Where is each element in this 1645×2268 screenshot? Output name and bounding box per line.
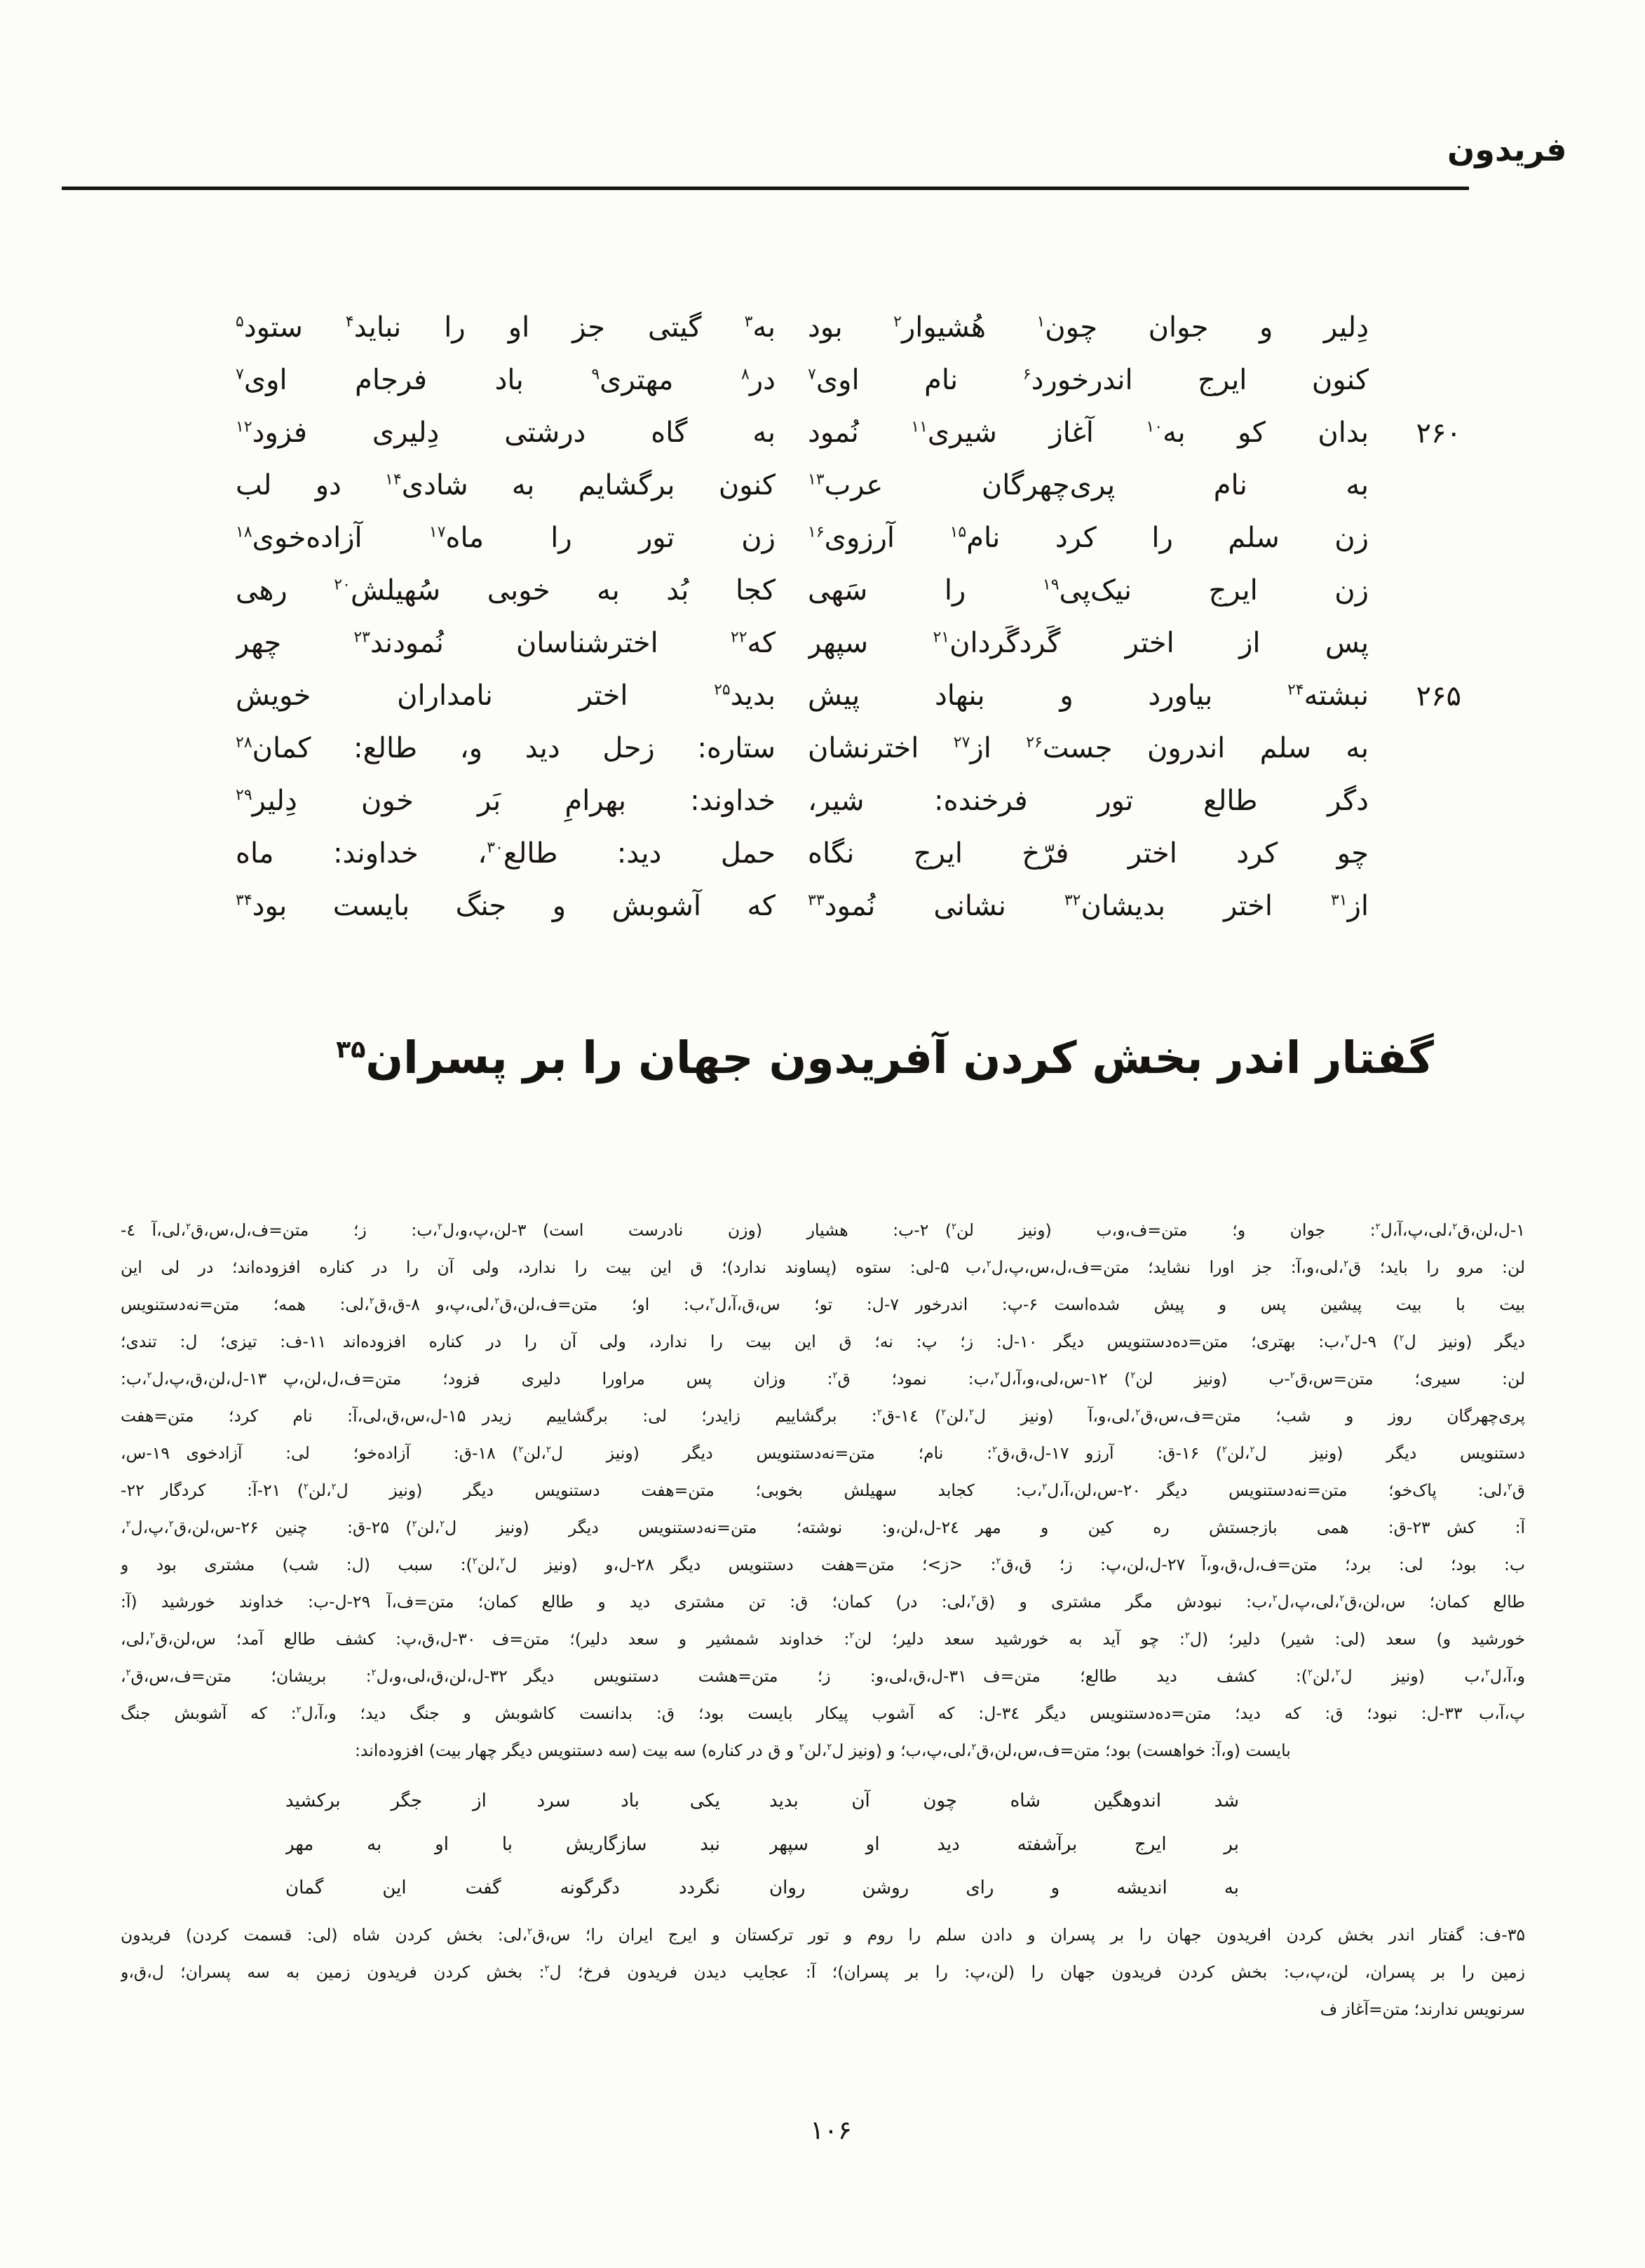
header-rule (62, 187, 1469, 190)
hemistich-right: چو کرد اختر فرّخ ایرج نگاه (808, 837, 1369, 870)
hemistich-left: کنون برگشایم به شادی$^{۱۴}$ دو لب (236, 469, 776, 501)
poem-couplet (236, 880, 1369, 933)
hemistich-left: ستاره: زحل دید و، طالع: کمان$^{۲۸}$ (236, 732, 776, 764)
footnote-line: بیت با بیت پیشین پس و پیش شده‌است ۶-پ: اندرخور ۷-ل: تو؛ س،ق،آ،ل$^۲$،ب: او؛ متن=ف،لن،ق$^۲$،لی،پ،و ۸-ق،ق$^۲$،لی: همه؛ متن=نه‌دستنویس (121, 1295, 1525, 1314)
poem-couplet (236, 722, 1369, 775)
hemistich-left: به گاه درشتی دِلیری فزود$^{۱۲}$ (236, 417, 776, 449)
poem-couplet (236, 512, 1369, 565)
hemistich-left: زن تور را ماه$^{۱۷}$ آزاده‌خوی$^{۱۸}$ (236, 522, 776, 554)
hemistich-right: بدان کو به$^{۱۰}$ آغاز شیری$^{۱۱}$ نُمود (808, 417, 1369, 449)
hemistich-right: پس از اختر گَردگَردان$^{۲۱}$ سپهر (808, 627, 1369, 659)
footnote-line: پری‌چهرگان روز و شب؛ متن=ف،س،ق$^۲$،لی،و،آ (ونیز ل$^۲$،لن$^۲$) ۱٤-ق$^۲$: برگشاییم زایدر؛ لی: برگشاییم زیدر ۱۵-ل،س،ق،لی،آ: نام کرد؛ متن=هفت (121, 1406, 1525, 1426)
hemistich-left: کجا بُد به خوبی سُهیلش$^{۲۰}$ رهی (236, 574, 776, 607)
hemistich-right: از$^{۳۱}$ اختر بدیشان$^{۳۲}$ نشانی نُمود$^{۳۳}$ (808, 890, 1369, 922)
hemistich-left: در$^۸$ مهتری$^۹$ باد فرجام اوی$^۷$ (236, 364, 776, 396)
footnote-line: خورشید و) سعد (لی: شیر) دلیر؛ (ل$^۲$: چو آید به خورشید سعد دلیر؛ لن$^۲$: خداوند شمشیر و سعد دلیر)؛ متن=ف ۳۰-ل،ق،پ: کشف طالع آمد؛ س،لن،ق$^۲$،لی، (121, 1629, 1525, 1649)
poem-couplet (236, 354, 1369, 407)
hemistich-left: بدید$^{۲۵}$ اختر نامداران خویش (236, 680, 776, 712)
hemistich-right: به نام پری‌چهرگان عرب$^{۱۳}$ (808, 469, 1369, 501)
footnote-line: آ: کش ۲۳-ق: همی بازجستش ره کین و مهر ۲٤-ل،لن،و: نوشته؛ متن=نه‌دستنویس دیگر (ونیز ل$^۲$،لن$^۲$) ۲۵-ق: چنین ۲۶-س،لن،ق$^۲$،پ،ل$^۲$، (121, 1518, 1525, 1537)
footnote-line: پ،آ،ب ۳۳-ل: نبود؛ ق: که دید؛ متن=ده‌دستنویس دیگر ۳٤-ل: که آشوب پیکار بایست بود؛ ق: بدانست کاشوبش و جنگ دید؛ و،آ،ل$^۲$: که آشوبش جنگ (121, 1703, 1525, 1723)
footnote-verse-couplet (121, 1779, 1239, 1823)
hemistich-left: نبد سازگاریش با او به مهر (285, 1834, 720, 1855)
footnote-line: دیگر (ونیز ل$^۲$) ۹-ل$^۲$،ب: بهتری؛ متن=ده‌دستنویس دیگر ۱۰-ل: ز؛ پ: نه؛ ق این بیت را ندارد، ولی آن را در کناره افزوده‌اند ۱۱-ف: تیزی؛ ل: تندی؛ (121, 1332, 1525, 1351)
poem-couplet (236, 407, 1461, 459)
poem-couplet (236, 459, 1369, 512)
footnote-line: ۱-ل،لن،ق$^۲$،لی،پ،آ،ل$^۲$: جوان و؛ متن=ف،و،ب (ونیز لن$^۲$) ۲-ب: هشیار (وزن نادرست است) ۳-لن،پ،و،ل$^۲$،ب: ز؛ متن=ف،ل،س،ق$^۲$،لی،آ ٤- (121, 1220, 1525, 1240)
hemistich-left: به$^۳$ گیتی جز او را نباید$^۴$ ستود$^۵$ (236, 311, 776, 344)
hemistich-right: شد اندوهگین شاه چون آن بدید (769, 1790, 1239, 1811)
footnote-verse-couplet (121, 1823, 1239, 1866)
poem-couplet (236, 828, 1369, 880)
footnote-line: ۳۵-ف: گفتار اندر بخش کردن افریدون جهان را بر پسران و دادن سلم را روم و تور ترکستان و ایرج ایران را؛ س،ق$^۲$،لی: بخش کردن شاه (لی: قسمت کردن) فریدون (121, 1925, 1525, 1945)
section-heading: گفتار اندر بخش کردن آفریدون جهان را بر پسران$^{۳۵}$ (336, 1032, 1434, 1084)
footnote-line-centered: بایست (و،آ: خواهست) بود؛ متن=ف،س،لن،ق$^۲$،لی،پ،ب؛ و (ونیز ل$^۲$،لن$^۲$ و ق در کناره) سه بیت (سه دستنویس دیگر چهار بیت) افزوده‌اند: (355, 1741, 1291, 1760)
footnote-line: لن: مرو را باید؛ ق$^۲$،لی،و،آ: جز اورا نشاید؛ متن=ف،ل،س،پ،ل$^۲$،ب ۵-لی: ستوه (پساوند ندارد)؛ ق این بیت را ندارد، ولی آن را در کناره افزوده‌اند؛ در لی این (121, 1257, 1525, 1277)
poem-block (236, 302, 1461, 933)
hemistich-right: دِلیر و جوان چون$^۱$ هُشیوار$^۲$ بود (808, 311, 1369, 344)
hemistich-left: یکی باد سرد از جگر برکشید (285, 1790, 720, 1811)
hemistich-right: به اندیشه و رای روشن روان (769, 1877, 1239, 1898)
footnote-verse-block (121, 1769, 1525, 1917)
hemistich-right: زن ایرج نیک‌پی$^{۱۹}$ را سَهی (808, 574, 1369, 607)
hemistich-right: به سلم اندرون جست$^{۲۶}$ از$^{۲۷}$ اخترنشان (808, 732, 1369, 764)
footnote-line: طالع کمان؛ س،لن،ق$^۲$،لی،پ،ل$^۲$،ب: نبودش مگر مشتری و (ق$^۲$،لی: در) کمان؛ ق: تن مشتری دید و طالع کمان؛ متن=ف،آ ۲۹-ل-ب: خداوند خورشید (آ: (121, 1592, 1525, 1612)
footnote-line: زمین را بر پسران، لن،پ،ب: بخش کردن فریدون جهان را (لن،پ: را بر پسران)؛ آ: عجایب دیدن فریدون فرخ؛ ل$^۲$: بخش کردن فریدون زمین به سه پسران؛ ل،ق،و (121, 1962, 1525, 1982)
footnote-line: ق$^۲$،لی: پاک‌خو؛ متن=نه‌دستنویس دیگر ۲۰-س،لن،آ،ل$^۲$،ب: کجابد سهیلش بخوبی؛ متن=هفت دستنویس دیگر (ونیز ل$^۲$،لن$^۲$) ۲۱-آ: کردگار ۲۲- (121, 1480, 1525, 1500)
footnote-line: ب: بود؛ لی: برد؛ متن=ف،ل،ق،و،آ ۲۷-ل،لن،پ: ز؛ ق،ق$^۲$: <ز>؛ متن=هفت دستنویس دیگر ۲۸-ل،و (ونیز ل$^۲$،لن$^۲$): سبب (ل: شب) مشتری بود و (121, 1555, 1525, 1574)
verse-number: ۲۶۵ (1416, 680, 1461, 713)
footnote-line: و،آ،ل$^۲$،ب (ونیز ل$^۲$،لن$^۲$): کشف دید طالع؛ متن=ف ۳۱-ل،ق،لی،و: ز؛ متن=هشت دستنویس دیگر ۳۲-ل،لن،ق،لی،و،ل$^۲$: بریشان؛ متن=ف،س،ق$^۲$، (121, 1666, 1525, 1686)
hemistich-right: نبشته$^{۲۴}$ بیاورد و بنهاد پیش (808, 680, 1369, 712)
verse-number: ۲۶۰ (1416, 417, 1461, 450)
hemistich-right: دگر طالع تور فرخنده: شیر، (808, 785, 1369, 817)
hemistich-left: خداوند: بهرامِ بَر خون دِلیر$^{۲۹}$ (236, 785, 776, 817)
hemistich-right: بر ایرج برآشفته دید او سپهر (769, 1834, 1239, 1855)
footnote-line: سرنویس ندارند؛ متن=آغاز ف (1320, 1999, 1525, 2019)
poem-couplet (236, 670, 1461, 722)
poem-couplet (236, 617, 1369, 670)
poem-couplet (236, 302, 1369, 354)
poem-couplet (236, 775, 1369, 828)
hemistich-left: که$^{۲۲}$ اخترشناسان نُمودند$^{۲۳}$ چهر (236, 627, 776, 659)
hemistich-left: نگردد دگرگونه گفت این گمان (285, 1877, 720, 1898)
footnote-line: دستنویس دیگر (ونیز ل$^۲$،لن$^۲$) ۱۶-ق: آرزو ۱۷-ل،ق،ق$^۲$: نام؛ متن=نه‌دستنویس دیگر (ونیز ل$^۲$،لن$^۲$) ۱۸-ق: آزاده‌خو؛ لی: آزادخوی ۱۹-س، (121, 1443, 1525, 1463)
footnote-line: لن: سیری؛ متن=س،ق$^۲$-ب (ونیز لن$^۲$) ۱۲-س،لی،و،آ،ل$^۲$،ب: نمود؛ ق$^۲$: وزان پس مراورا دلیری فزود؛ متن=ف،ل،لن،پ ۱۳-ل،لن،ق،پ،ل$^۲$،ب: (121, 1369, 1525, 1389)
hemistich-left: که آشوبش و جنگ بایست بود$^{۳۴}$ (236, 890, 776, 922)
footnote-block (121, 1212, 1525, 2028)
page-title: فریدون (1447, 130, 1567, 168)
page-number: ۱۰۶ (810, 2115, 852, 2145)
poem-couplet (236, 565, 1369, 617)
hemistich-left: حمل دید: طالع$^{۳۰}$، خداوند: ماه (236, 837, 776, 870)
hemistich-right: کنون ایرج اندرخورد$^۶$ نام اوی$^۷$ (808, 364, 1369, 396)
footnote-verse-couplet (121, 1866, 1239, 1910)
hemistich-right: زن سلم را کرد نام$^{۱۵}$ آرزوی$^{۱۶}$ (808, 522, 1369, 554)
